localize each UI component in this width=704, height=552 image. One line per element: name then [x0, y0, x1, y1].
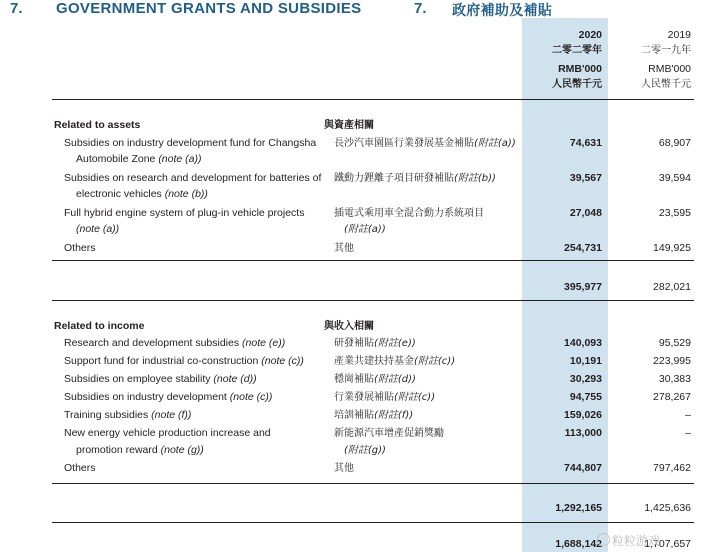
income-row-6-2020: 113,000	[564, 427, 602, 439]
income-row-4-2020: 94,755	[569, 391, 602, 403]
col-2019-year: 2019	[667, 29, 691, 41]
income-row-5-2020: 159,026	[564, 409, 602, 421]
income-row-1-2020: 140,093	[564, 337, 602, 349]
income-row-2-label-zh: 產業共建扶持基金(附註(c))	[334, 356, 456, 367]
col-2019-unit: RMB'000	[648, 63, 691, 75]
asset-row-1-label: Subsidies on industry development fund for Changsha	[64, 137, 317, 149]
asset-row-2-label-zh: 鐵動力鋰離子項目研發補貼(附註(b))	[334, 173, 496, 184]
income-row-6-label: New energy vehicle production increase and	[64, 427, 271, 439]
asset-row-2-2019: 39,594	[658, 172, 691, 184]
income-row-1-label: Research and development subsidies (note (e))	[64, 337, 286, 349]
section-number: 7.	[10, 0, 23, 17]
col-2020-year: 2020	[578, 29, 602, 41]
grand-total-2020: 1,688,142	[555, 538, 602, 550]
col-2020-unit: RMB'000	[558, 63, 602, 75]
income-row-3-2020: 30,293	[569, 373, 602, 385]
asset-row-2-label-2: electronic vehicles (note (b))	[76, 188, 208, 200]
assets-heading: Related to assets	[54, 119, 141, 131]
income-row-5-label: Training subsidies (note (f))	[64, 409, 192, 421]
income-heading-zh: 與收入相關	[324, 321, 374, 332]
income-row-6-2019: –	[685, 427, 691, 439]
watermark-icon	[597, 533, 610, 546]
assets-total-2019: 282,021	[653, 281, 691, 293]
income-row-6-label-zh: 新能源汽車增產促銷獎勵	[334, 428, 444, 439]
income-row-6-label-2: promotion reward (note (g))	[76, 444, 204, 456]
income-row-4-2019: 278,267	[653, 391, 691, 403]
asset-row-others-label-zh: 其他	[334, 243, 354, 254]
income-row-2-2020: 10,191	[569, 355, 602, 367]
income-row-6-note-zh: (附註(g))	[344, 445, 386, 456]
income-row-others-label-zh: 其他	[334, 463, 354, 474]
income-row-5-2019: –	[685, 409, 691, 421]
col-2020-unit-zh: 人民幣千元	[552, 79, 602, 90]
income-row-1-2019: 95,529	[658, 337, 691, 349]
asset-row-3-label: Full hybrid engine system of plug-in vehicle projects	[64, 207, 305, 219]
income-heading: Related to income	[54, 320, 145, 332]
income-row-2-2019: 223,995	[653, 355, 691, 367]
income-row-5-label-zh: 培訓補貼(附註(f))	[334, 410, 414, 421]
asset-row-1-label-zh: 長沙汽車園區行業發展基金補貼(附註(a))	[334, 138, 516, 149]
income-row-3-label-zh: 穩崗補貼(附註(d))	[334, 374, 416, 385]
income-row-2-label: Support fund for industrial co-construction (note (c))	[64, 355, 304, 367]
income-row-others-2020: 744,807	[564, 462, 602, 474]
income-subtotal-rule	[52, 483, 694, 484]
col-2019-unit-zh: 人民幣千元	[641, 79, 691, 90]
asset-row-2-2020: 39,567	[569, 172, 602, 184]
asset-row-1-2020: 74,631	[569, 137, 602, 149]
income-total-2020: 1,292,165	[555, 502, 602, 514]
asset-row-others-2019: 149,925	[653, 242, 691, 254]
section-title-zh: 政府補助及補貼	[452, 3, 553, 19]
grand-total-2019: 1,707,657	[644, 538, 691, 550]
asset-row-3-2020: 27,048	[569, 207, 602, 219]
income-row-4-label-zh: 行業發展補貼(附註(c))	[334, 392, 436, 403]
asset-row-others-label: Others	[64, 242, 96, 254]
income-row-3-label: Subsidies on employee stability (note (d))	[64, 373, 257, 385]
asset-row-1-2019: 68,907	[658, 137, 691, 149]
watermark-text: 粒粒游戏	[612, 534, 661, 548]
col-2020-year-zh: 二零二零年	[552, 45, 602, 56]
section-title: GOVERNMENT GRANTS AND SUBSIDIES	[56, 0, 362, 17]
header-rule	[52, 99, 694, 100]
asset-row-3-label-zh: 插電式乘用車全混合動力系統項目	[334, 208, 484, 219]
asset-row-3-2019: 23,595	[658, 207, 691, 219]
asset-row-1-label-2: Automobile Zone (note (a))	[76, 153, 202, 165]
assets-total-2020: 395,977	[564, 281, 602, 293]
col-2019-year-zh: 二零一九年	[641, 45, 691, 56]
income-total-2019: 1,425,636	[644, 502, 691, 514]
income-total-rule	[52, 522, 694, 523]
asset-row-others-2020: 254,731	[564, 242, 602, 254]
assets-heading-zh: 與資產相關	[324, 120, 374, 131]
asset-row-3-note-zh: (附註(a))	[344, 224, 386, 235]
asset-row-3-note: (note (a))	[76, 223, 120, 235]
income-row-4-label: Subsidies on industry development (note (c))	[64, 391, 273, 403]
asset-row-2-label: Subsidies on research and development for batteries of	[64, 172, 322, 184]
section-number-zh: 7.	[414, 0, 427, 17]
assets-total-rule	[52, 300, 694, 301]
assets-subtotal-rule	[52, 260, 694, 261]
income-row-1-label-zh: 研發補貼(附註(e))	[334, 338, 416, 349]
income-row-others-2019: 797,462	[653, 462, 691, 474]
income-row-others-label: Others	[64, 462, 96, 474]
income-row-3-2019: 30,383	[658, 373, 691, 385]
